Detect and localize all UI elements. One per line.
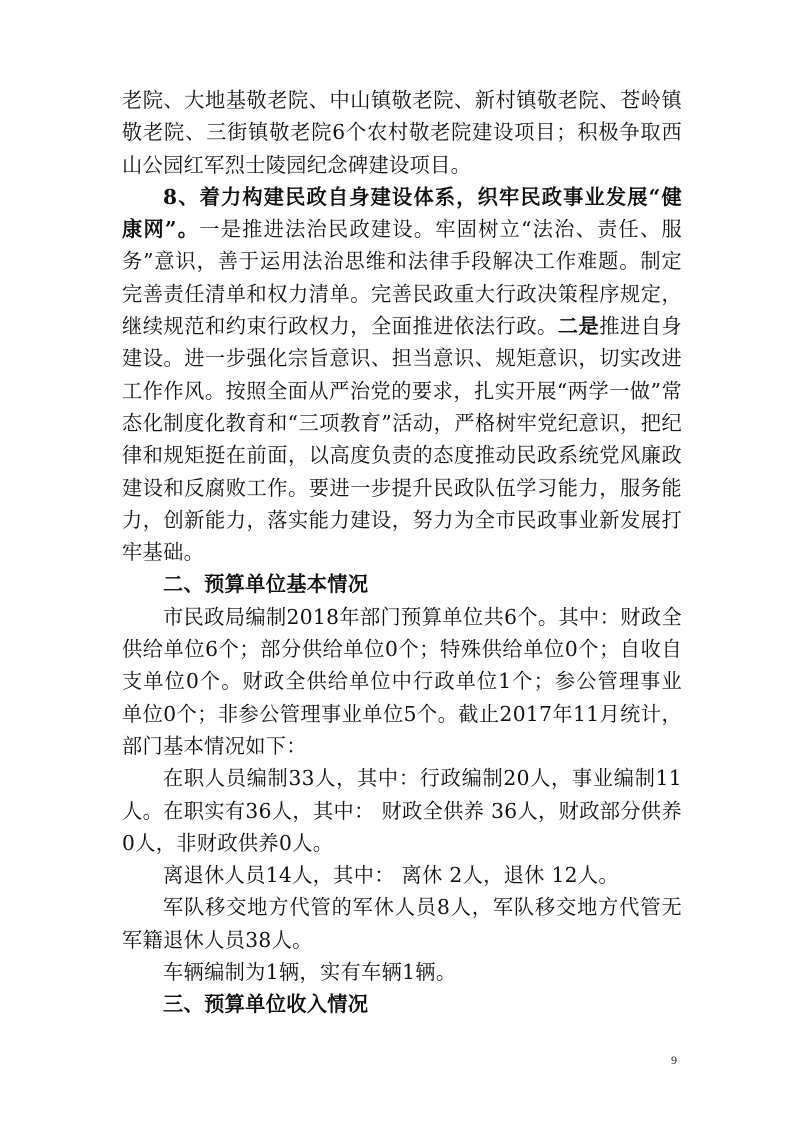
paragraph-military-retirees: 军队移交地方代管的军休人员8人，军队移交地方代管无军籍退休人员38人。 xyxy=(122,895,682,952)
item-8-part-two-lead: 二是 xyxy=(557,314,600,339)
paragraph-continuation: 老院、大地基敬老院、中山镇敬老院、新村镇敬老院、苍岭镇敬老院、三街镇敬老院6个农村敬老院建设项目；积极争取西山公园红军烈士陵园纪念碑建设项目。 xyxy=(122,88,682,177)
item-8-part-one: 一是推进法治民政建设。牢固树立“法治、责任、服务”意识，善于运用法治思维和法律手段解决工作难题。制定完善责任清单和权力清单。完善民政重大行政决策程序规定，继续规范和约束行政权力，全面推进依法行政。 xyxy=(122,217,683,339)
paragraph-budget-units: 市民政局编制2018年部门预算单位共6个。其中：财政全供给单位6个；部分供给单位0个；特殊供给单位0个；自收自支单位0个。财政全供给单位中行政单位1个；参公管理事业单位0个；非参公管理事业单位5个。截止2017年11月统计，部门基本情况如下： xyxy=(122,604,682,758)
paragraph-vehicles: 车辆编制为1辆，实有车辆1辆。 xyxy=(163,960,457,985)
page-number: 9 xyxy=(671,1053,677,1067)
section-heading-budget-income: 三、预算单位收入情况 xyxy=(163,992,369,1017)
paragraph-item-8 xyxy=(122,181,682,569)
item-8-part-two: 推进自身建设。进一步强化宗旨意识、担当意识、规矩意识，切实改进工作作风。按照全面从严治党的要求，扎实开展“两学一做”常态化制度化教育和“三项教育”活动，严格树牢党纪意识，把纪律和规矩挺在前面，以高度负责的态度推动民政系统党风廉政建设和反腐败工作。要进一步提升民政队伍学习能力，服务能力，创新能力，落实能力建设，努力为全市民政事业新发展打牢基础。 xyxy=(122,314,683,565)
section-heading-budget-units: 二、预算单位基本情况 xyxy=(163,572,369,597)
paragraph-staff: 在职人员编制33人，其中：行政编制20人，事业编制11人。在职实有36人，其中： 财政全供养 36人，财政部分供养0人，非财政供养0人。 xyxy=(122,766,682,855)
document-body xyxy=(122,84,682,1021)
paragraph-retirees: 离退休人员14人，其中： 离休 2人，退休 12人。 xyxy=(163,863,619,888)
item-8-lead: 8、着力构建民政自身建设体系，织牢民政事业发展“健康网”。 xyxy=(122,184,682,242)
